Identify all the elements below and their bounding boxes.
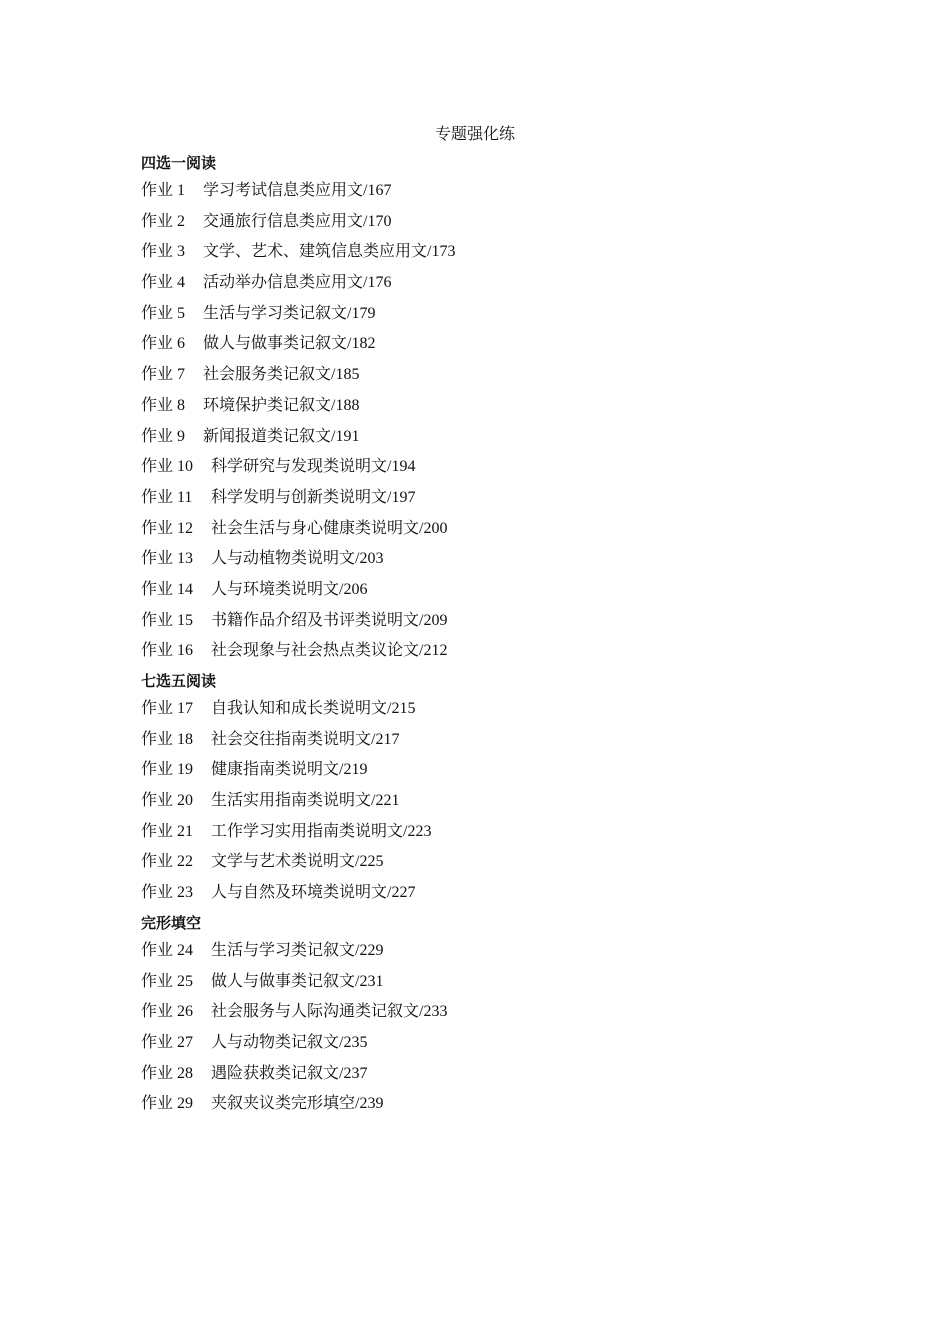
toc-entry	[141, 817, 841, 848]
page-title: 专题强化练	[434, 126, 515, 143]
section-heading: 四选一阅读	[141, 155, 217, 172]
entry-title: 生活实用指南类说明文/221	[211, 792, 400, 810]
toc-entry	[141, 1059, 841, 1090]
entry-title: 生活与学习类记叙文/179	[203, 304, 376, 322]
section-heading: 七选五阅读	[141, 673, 217, 690]
entry-number: 作业 9	[141, 427, 186, 445]
toc-entry	[141, 514, 841, 545]
toc-entry	[141, 268, 841, 299]
toc-entry	[141, 575, 841, 606]
entry-number: 作业 25	[141, 972, 194, 990]
entry-title: 做人与做事类记叙文/182	[203, 335, 376, 353]
entry-number: 作业 3	[141, 243, 186, 261]
entry-title: 新闻报道类记叙文/191	[203, 427, 360, 445]
entry-title: 人与自然及环境类说明文/227	[211, 884, 416, 902]
entry-number: 作业 13	[141, 550, 194, 568]
entry-title: 环境保护类记叙文/188	[203, 396, 360, 414]
toc-entry	[141, 1089, 841, 1120]
entry-number: 作业 24	[141, 941, 194, 959]
entry-title: 工作学习实用指南类说明文/223	[211, 822, 432, 840]
entry-number: 作业 16	[141, 642, 194, 660]
toc-entry	[141, 207, 841, 238]
entry-number: 作业 12	[141, 519, 194, 537]
entry-title: 人与环境类说明文/206	[211, 580, 368, 598]
entry-number: 作业 22	[141, 853, 194, 871]
toc-entry	[141, 606, 841, 637]
toc-entry	[141, 997, 841, 1028]
entry-number: 作业 17	[141, 700, 194, 717]
toc-entry	[141, 694, 841, 725]
toc-entry	[141, 967, 841, 998]
entry-title: 社会服务类记叙文/185	[203, 366, 360, 384]
entry-number: 作业 5	[141, 304, 186, 322]
toc-entry	[141, 755, 841, 786]
entry-number: 作业 1	[141, 182, 186, 199]
entry-number: 作业 28	[141, 1064, 194, 1082]
entry-title: 遇险获救类记叙文/237	[211, 1064, 368, 1082]
entry-number: 作业 7	[141, 366, 186, 384]
entry-title: 健康指南类说明文/219	[211, 761, 368, 779]
entry-number: 作业 23	[141, 884, 194, 902]
toc-entry	[141, 483, 841, 514]
entry-number: 作业 11	[141, 488, 193, 506]
entry-number: 作业 15	[141, 611, 194, 629]
toc-entry	[141, 452, 841, 483]
toc-entry	[141, 544, 841, 575]
entry-title: 社会生活与身心健康类说明文/200	[211, 519, 448, 537]
entry-title: 科学研究与发现类说明文/194	[211, 458, 416, 476]
entry-title: 人与动植物类说明文/203	[211, 550, 384, 568]
entry-title: 人与动物类记叙文/235	[211, 1033, 368, 1051]
entry-title: 科学发明与创新类说明文/197	[211, 488, 416, 506]
entry-number: 作业 26	[141, 1003, 194, 1021]
toc-entry	[141, 391, 841, 422]
entry-number: 作业 20	[141, 792, 194, 810]
entry-title: 文学与艺术类说明文/225	[211, 853, 384, 871]
entry-number: 作业 2	[141, 212, 186, 230]
toc-entry	[141, 847, 841, 878]
toc-entry	[141, 1028, 841, 1059]
toc-entry	[141, 360, 841, 391]
entry-number: 作业 18	[141, 730, 194, 748]
entry-number: 作业 21	[141, 822, 194, 840]
entry-title: 社会服务与人际沟通类记叙文/233	[211, 1003, 448, 1021]
entry-number: 作业 14	[141, 580, 194, 598]
entry-title: 社会现象与社会热点类议论文/212	[211, 642, 448, 660]
entry-number: 作业 8	[141, 396, 186, 414]
toc-entry	[141, 329, 841, 360]
entry-title: 文学、艺术、建筑信息类应用文/173	[203, 243, 456, 261]
entry-title: 夹叙夹议类完形填空/239	[211, 1095, 384, 1113]
toc-entry	[141, 725, 841, 756]
toc-entry	[141, 636, 841, 667]
entry-title: 交通旅行信息类应用文/170	[203, 212, 392, 230]
entry-title: 自我认知和成长类说明文/215	[211, 700, 416, 717]
entry-number: 作业 19	[141, 761, 194, 779]
toc-entry	[141, 422, 841, 453]
entry-title: 活动举办信息类应用文/176	[203, 274, 392, 292]
entry-number: 作业 27	[141, 1033, 194, 1051]
toc-entry	[141, 878, 841, 909]
entry-title: 社会交往指南类说明文/217	[211, 730, 400, 748]
toc-entry	[141, 936, 841, 967]
toc-entry	[141, 237, 841, 268]
entry-number: 作业 10	[141, 458, 194, 476]
toc-entry	[141, 786, 841, 817]
entry-title: 生活与学习类记叙文/229	[211, 941, 384, 959]
entry-title: 学习考试信息类应用文/167	[203, 182, 392, 199]
toc-entry	[141, 176, 841, 207]
entry-title: 书籍作品介绍及书评类说明文/209	[211, 611, 448, 629]
entry-number: 作业 29	[141, 1095, 194, 1113]
table-of-contents	[141, 153, 841, 1120]
section-heading: 完形填空	[141, 914, 202, 932]
toc-entry	[141, 299, 841, 330]
entry-number: 作业 6	[141, 335, 186, 353]
entry-number: 作业 4	[141, 274, 186, 292]
entry-title: 做人与做事类记叙文/231	[211, 972, 384, 990]
